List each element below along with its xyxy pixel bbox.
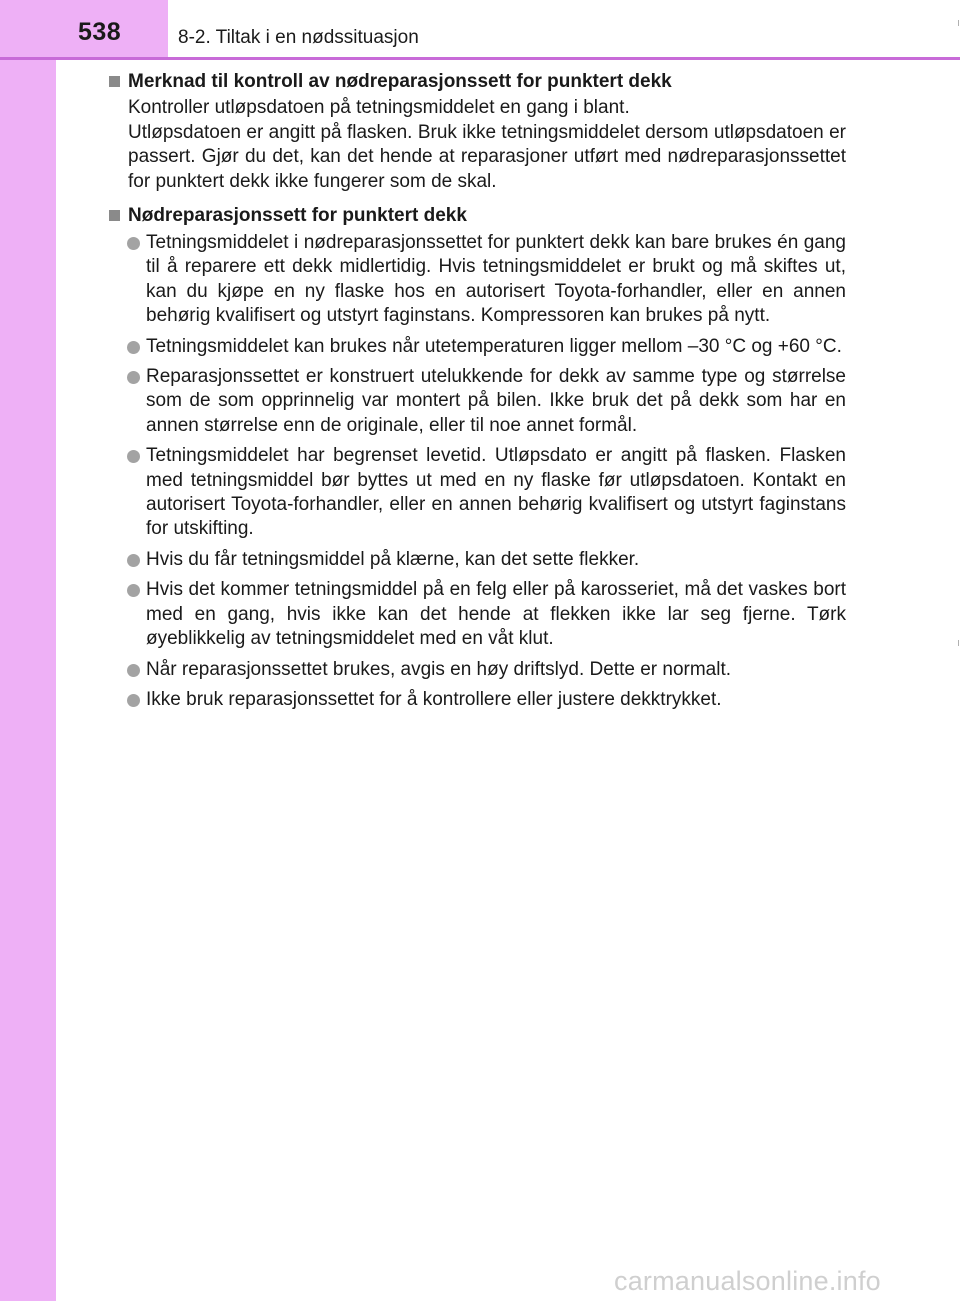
list-item-text: Ikke bruk reparasjonssettet for å kontrollere eller justere dekktrykket. [146,688,722,710]
list-item [109,548,846,572]
square-bullet-icon [109,210,120,221]
circle-bullet-icon [127,584,140,597]
list-item-text: Tetningsmiddelet i nødreparasjonssettet for punktert dekk kan bare brukes én gang til å reparere ett dekk midlertidig. Hvis tetningsmiddelet er brukt og må skiftes ut, kan du kjøpe en ny flaske hos en autorisert Toyota-forhandler, eller en annen behørig kvalifisert og utstyrt faginstans. Kompressoren kan brukes på nytt. [146,232,846,327]
circle-bullet-icon [127,371,140,384]
circle-bullet-icon [127,341,140,354]
side-tab-strip [0,0,56,1301]
list-item [109,231,846,329]
circle-bullet-icon [127,664,140,677]
section-heading [109,70,846,94]
section-heading [109,204,846,228]
watermark: carmanualsonline.info [614,1266,881,1296]
list-item [109,578,846,651]
square-bullet-icon [109,76,120,87]
page-number: 538 [78,18,122,46]
list-item [109,658,846,682]
page-content [109,70,846,712]
bullet-list [109,231,846,712]
list-item-text: Tetningsmiddelet har begrenset levetid. Utløpsdato er angitt på flasken. Flasken med tetningsmiddel bør byttes ut med en ny flaske før utløpsdatoen. Kontakt en autorisert Toyota-forhandler, eller en annen behørig kvalifisert og utstyrt faginstans for utskifting. [146,445,846,540]
circle-bullet-icon [127,450,140,463]
list-item-text: Tetningsmiddelet kan brukes når utetemperaturen ligger mellom –30 °C og +60 °C. [146,335,842,357]
section-title: 8-2. Tiltak i en nødssituasjon [178,27,419,48]
header-rule [0,57,960,60]
circle-bullet-icon [127,237,140,250]
paragraph: Kontroller utløpsdatoen på tetningsmiddelet en gang i blant. [128,97,630,118]
list-item [109,335,846,359]
section-heading-text: Nødreparasjonssett for punktert dekk [128,205,467,226]
list-item-text: Hvis du får tetningsmiddel på klærne, kan det sette flekker. [146,548,640,570]
list-item-text: Hvis det kommer tetningsmiddel på en felg eller på karosseriet, må det vaskes bort med en gang, hvis ikke kan det hende at flekken ikke lar seg fjerne. Tørk øyeblikkelig av tetningsmiddelet med en våt klut. [146,579,846,650]
section-body [128,96,846,194]
list-item [109,688,846,712]
list-item-text: Reparasjonssettet er konstruert utelukkende for dekk av samme type og størrelse som de som opprinnelig var montert på bilen. Ikke bruk det på dekk som har en annen størrelse enn de originale, eller til noe annet formål. [146,366,846,436]
list-item [109,444,846,542]
list-item [109,365,846,438]
circle-bullet-icon [127,694,140,707]
paragraph: Utløpsdatoen er angitt på flasken. Bruk ikke tetningsmiddelet dersom utløpsdatoen er passert. Gjør du det, kan det hende at reparasjoner utført med nødreparasjonssettet for punktert dekk ikke fungerer som de skal. [128,121,846,192]
circle-bullet-icon [127,554,140,567]
list-item-text: Når reparasjonssettet brukes, avgis en høy driftslyd. Dette er normalt. [146,658,732,680]
edge-tick [958,640,959,646]
section-heading-text: Merknad til kontroll av nødreparasjonssett for punktert dekk [128,71,672,92]
edge-tick [958,20,959,26]
